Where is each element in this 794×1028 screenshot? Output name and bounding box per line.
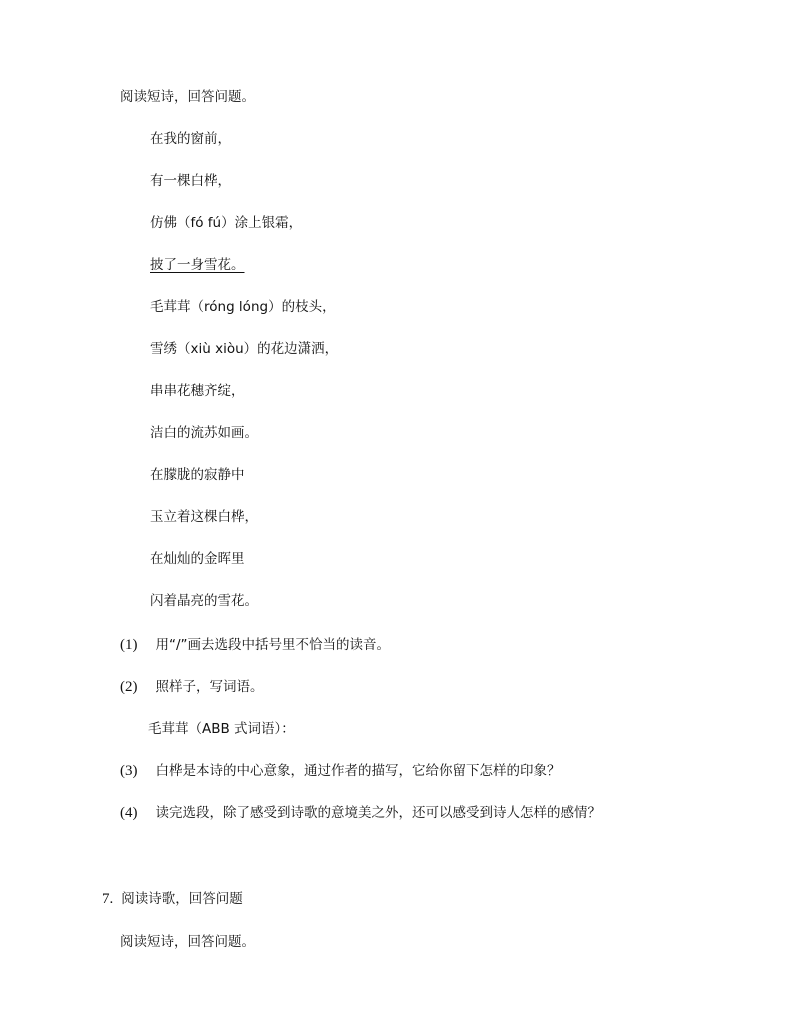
poem-line: 雪绣（xiù xiòu）的花边潇洒， (150, 341, 339, 357)
question-number: (1) (120, 637, 138, 653)
poem-line: 仿佛（fó fú）涂上银霜， (150, 215, 303, 231)
question-number: (3) (120, 763, 138, 779)
poem-line: 闪着晶亮的雪花。 (150, 593, 258, 609)
poem-line-underlined: 披了一身雪花。 (150, 257, 245, 273)
item-number: 7. (102, 891, 114, 907)
poem-line: 在朦胧的寂静中 (150, 467, 245, 483)
poem-line: 毛茸茸（róng lóng）的枝头， (150, 299, 336, 315)
poem-line: 串串花穗齐绽， (150, 383, 245, 399)
poem-line: 在我的窗前， (150, 131, 231, 147)
question-number: (2) (120, 679, 138, 695)
poem-line: 有一棵白桦， (150, 173, 231, 189)
example-prompt: 毛茸茸（ABB 式词语）： (148, 721, 295, 737)
question-3 (120, 762, 561, 780)
item-title: 阅读诗歌，回答问题 (121, 891, 243, 907)
section-intro: 阅读短诗，回答问题。 (120, 89, 255, 105)
question-text: 用“/”画去选段中括号里不恰当的读音。 (155, 637, 391, 653)
poem-line: 玉立着这棵白桦， (150, 509, 258, 525)
question-number: (4) (120, 805, 138, 821)
next-intro: 阅读短诗，回答问题。 (120, 934, 255, 950)
question-1 (120, 636, 390, 654)
question-text: 白桦是本诗的中心意象，通过作者的描写，它给你留下怎样的印象？ (155, 763, 561, 779)
question-text: 照样子，写词语。 (155, 679, 264, 695)
question-text: 读完选段，除了感受到诗歌的意境美之外，还可以感受到诗人怎样的感情？ (155, 805, 601, 821)
next-item-heading (102, 890, 243, 908)
question-2 (120, 678, 264, 696)
poem-line: 洁白的流苏如画。 (150, 425, 258, 441)
poem-line: 在灿灿的金晖里 (150, 551, 245, 567)
question-4 (120, 804, 601, 822)
